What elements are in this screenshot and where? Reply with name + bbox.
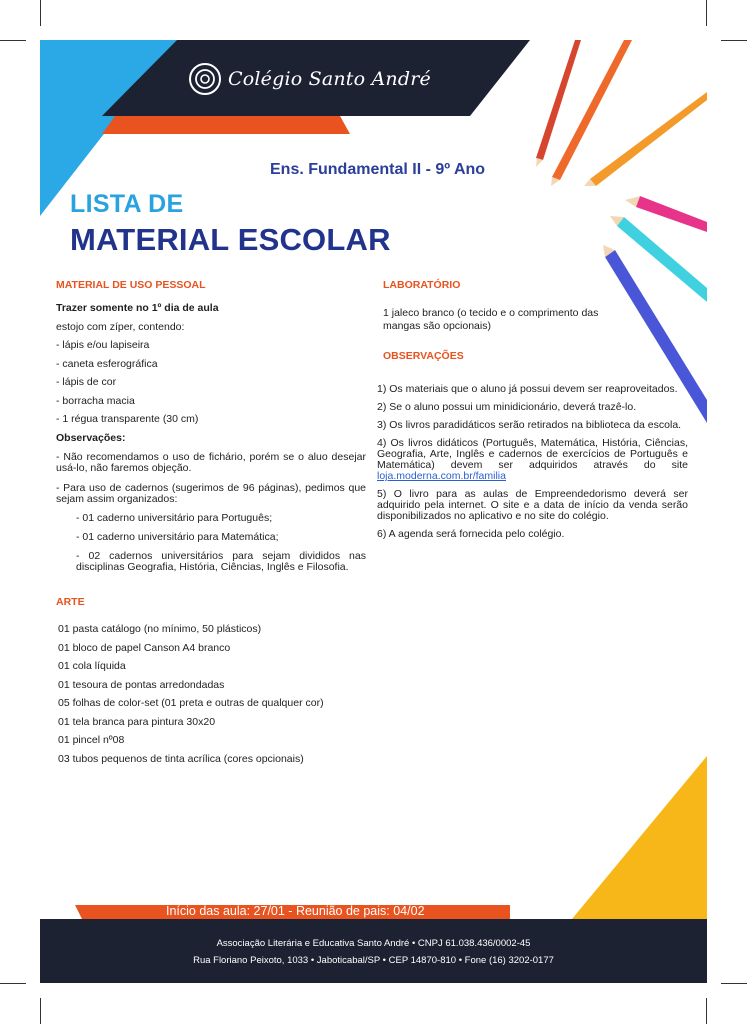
crop-mark (0, 983, 26, 984)
lab-section (383, 307, 633, 340)
list-item: 01 bloco de papel Canson A4 branco (58, 641, 231, 654)
note-text: 4) Os livros didáticos (Português, Matemática, História, Ciências, Geografia, Arte, Inglês e cadernos de exercícios de Português e Matemática) devem ser adquiridos através do site (377, 437, 688, 471)
footer-line: Associação Literária e Educativa Santo André • CNPJ 61.038.436/0002-45 (216, 938, 531, 949)
notebook-item: - 02 cadernos universitários para sejam divididos nas disciplinas Geografia, História, Ciências, Inglês e Filosofia. (76, 550, 366, 573)
art-heading: ARTE (56, 596, 85, 608)
list-item: 03 tubos pequenos de tinta acrílica (cores opcionais) (58, 752, 304, 765)
crop-mark (721, 983, 747, 984)
note-item (377, 438, 688, 482)
flyer-page (40, 40, 707, 983)
note-item: 3) Os livros paradidáticos serão retirados na biblioteca da escola. (377, 419, 682, 431)
personal-intro: estojo com zíper, contendo: (56, 320, 185, 333)
list-item: 01 tela branca para pintura 30x20 (58, 715, 216, 728)
page-title-line2: MATERIAL ESCOLAR (70, 222, 391, 257)
store-link[interactable]: loja.moderna.com.br/familia (377, 470, 506, 482)
dates-banner: Início das aula: 27/01 - Reunião de pais: 04/02 (166, 904, 425, 918)
grade-label: Ens. Fundamental II - 9º Ano (270, 161, 486, 178)
observation-text: - Não recomendamos o uso de fichário, porém se o aluo desejar usá-lo, não faremos objeção. (56, 451, 366, 474)
list-item: - caneta esferográfica (56, 357, 158, 370)
list-item: 01 tesoura de pontas arredondadas (58, 678, 225, 691)
footer-text (40, 935, 707, 969)
notebook-item: - 01 caderno universitário para Português; (76, 512, 273, 524)
art-list (58, 620, 388, 768)
list-item: - lápis de cor (56, 376, 117, 388)
list-item: 01 pasta catálogo (no mínimo, 50 plásticos) (58, 623, 262, 635)
page-title-line1: LISTA DE (70, 190, 184, 218)
personal-heading: MATERIAL DE USO PESSOAL (56, 279, 206, 291)
crop-mark (40, 0, 41, 26)
footer-line: Rua Floriano Peixoto, 1033 • Jaboticabal/SP • CEP 14870-810 • Fone (16) 3202-0177 (193, 955, 554, 966)
personal-section (56, 299, 366, 580)
notebook-item: - 01 caderno universitário para Matemática; (76, 531, 279, 543)
observations-heading: Observações: (56, 431, 126, 444)
list-item: - 1 régua transparente (30 cm) (56, 413, 199, 425)
list-item: 1 jaleco branco (o tecido e o comprimento das mangas são opcionais) (383, 307, 599, 332)
list-item: 01 cola líquida (58, 660, 126, 672)
observation-text: - Para uso de cadernos (sugerimos de 96 páginas), pedimos que sejam assim organizados: (56, 482, 366, 505)
lab-heading: LABORATÓRIO (383, 279, 461, 291)
note-item: 2) Se o aluno possui um minidicionário, deverá trazê-lo. (377, 401, 637, 413)
note-item: 6) A agenda será fornecida pelo colégio. (377, 528, 565, 540)
crop-mark (706, 0, 707, 26)
personal-subheading: Trazer somente no 1º dia de aula (56, 302, 219, 314)
crop-mark (721, 40, 747, 41)
logo-swirl-icon (188, 62, 222, 96)
note-item: 5) O livro para as aulas de Empreendedorismo deverá ser adquirido pela internet. O site e a data de início da venda serão disponibilizados no aplicativo e no site do colégio. (377, 488, 688, 522)
note-item: 1) Os materiais que o aluno já possui devem ser reaproveitados. (377, 383, 678, 395)
notes-section (377, 384, 688, 547)
crop-mark (706, 998, 707, 1024)
notes-heading: OBSERVAÇÕES (383, 350, 464, 362)
school-name: Colégio Santo André (228, 68, 431, 90)
list-item: 05 folhas de color-set (01 preta e outras de qualquer cor) (58, 697, 324, 709)
crop-mark (40, 998, 41, 1024)
school-logo (188, 62, 431, 96)
list-item: - borracha macia (56, 394, 135, 407)
list-item: 01 pincel nº08 (58, 734, 125, 746)
crop-mark (0, 40, 26, 41)
list-item: - lápis e/ou lapiseira (56, 339, 150, 351)
